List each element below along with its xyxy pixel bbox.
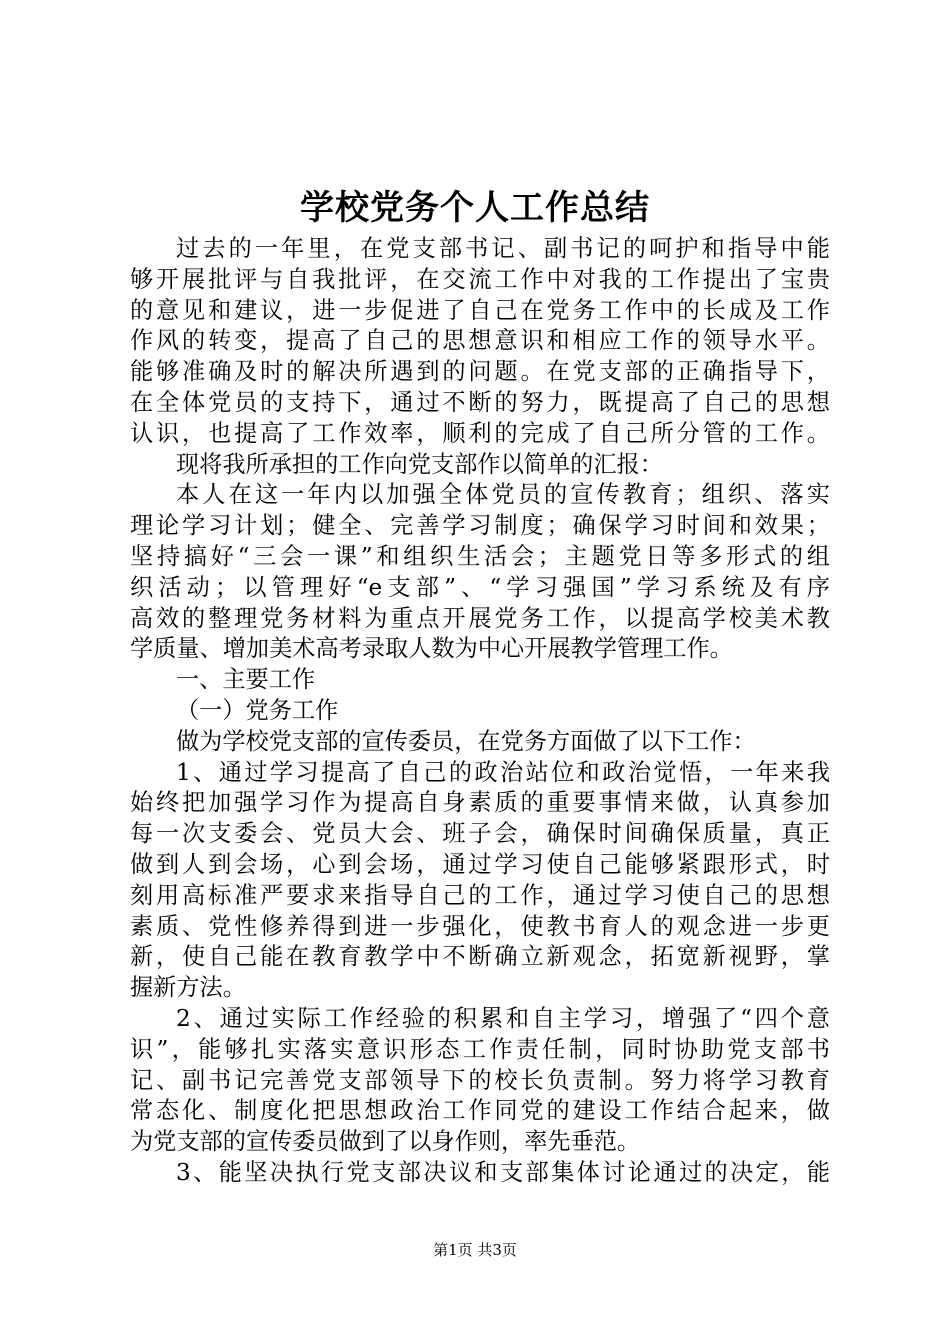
body-line: 常态化、制度化把思想政治工作同党的建设工作结合起来，做: [130, 1097, 830, 1124]
body-line: 本人在这一年内以加强全体党员的宣传教育；组织、落实: [176, 481, 830, 508]
page-footer: 第1页 共3页: [433, 1241, 517, 1259]
body-line: 2、通过实际工作经验的积累和自主学习，增强了“四个意: [176, 1005, 830, 1032]
body-line: 记、副书记完善党支部领导下的校长负责制。努力将学习教育: [130, 1067, 830, 1094]
body-line: 的意见和建议，进一步促进了自己在党务工作中的长成及工作: [130, 297, 830, 324]
body-line: 为党支部的宣传委员做到了以身作则，率先垂范。: [130, 1128, 641, 1155]
body-line: 作风的转变，提高了自己的思想意识和相应工作的领导水平。: [130, 327, 830, 354]
body-line: （一）党务工作: [176, 697, 339, 724]
body-line: 过去的一年里，在党支部书记、副书记的呵护和指导中能: [176, 235, 830, 262]
body-line: 能够准确及时的解决所遇到的问题。在党支部的正确指导下，: [130, 358, 830, 385]
document-title: 学校党务个人工作总结: [300, 188, 650, 228]
body-line: 新，使自己能在教育教学中不断确立新观念，拓宽新视野，掌: [130, 943, 830, 970]
body-line: 握新方法。: [130, 974, 246, 1001]
body-line: 认识，也提高了工作效率，顺利的完成了自己所分管的工作。: [130, 420, 830, 447]
body-line: 1、通过学习提高了自己的政治站位和政治觉悟，一年来我: [176, 759, 830, 786]
body-line: 3、能坚决执行党支部决议和支部集体讨论通过的决定，能: [176, 1159, 830, 1186]
body-line: 每一次支委会、党员大会、班子会，确保时间确保质量，真正: [130, 820, 830, 847]
body-line: 素质、党性修养得到进一步强化，使教书育人的观念进一步更: [130, 913, 830, 940]
body-line: 现将我所承担的工作向党支部作以简单的汇报：: [176, 451, 663, 478]
body-line: 识”，能够扎实落实意识形态工作责任制，同时协助党支部书: [130, 1036, 830, 1063]
body-line: 做为学校党支部的宣传委员，在党务方面做了以下工作：: [176, 728, 756, 755]
body-line: 始终把加强学习作为提高自身素质的重要事情来做，认真参加: [130, 789, 830, 816]
body-line: 织活动；以管理好“e支部”、“学习强国”学习系统及有序: [130, 574, 830, 601]
body-line: 够开展批评与自我批评，在交流工作中对我的工作提出了宝贵: [130, 266, 830, 293]
body-line: 在全体党员的支持下，通过不断的努力，既提高了自己的思想: [130, 389, 830, 416]
body-line: 一、主要工作: [176, 666, 316, 693]
body-line: 理论学习计划；健全、完善学习制度；确保学习时间和效果；: [130, 512, 830, 539]
body-line: 学质量、增加美术高考录取人数为中心开展教学管理工作。: [130, 635, 733, 662]
body-line: 坚持搞好“三会一课”和组织生活会；主题党日等多形式的组: [130, 543, 830, 570]
body-line: 刻用高标准严要求来指导自己的工作，通过学习使自己的思想: [130, 882, 830, 909]
body-line: 做到人到会场，心到会场，通过学习使自己能够紧跟形式，时: [130, 851, 830, 878]
body-line: 高效的整理党务材料为重点开展党务工作，以提高学校美术教: [130, 605, 830, 632]
